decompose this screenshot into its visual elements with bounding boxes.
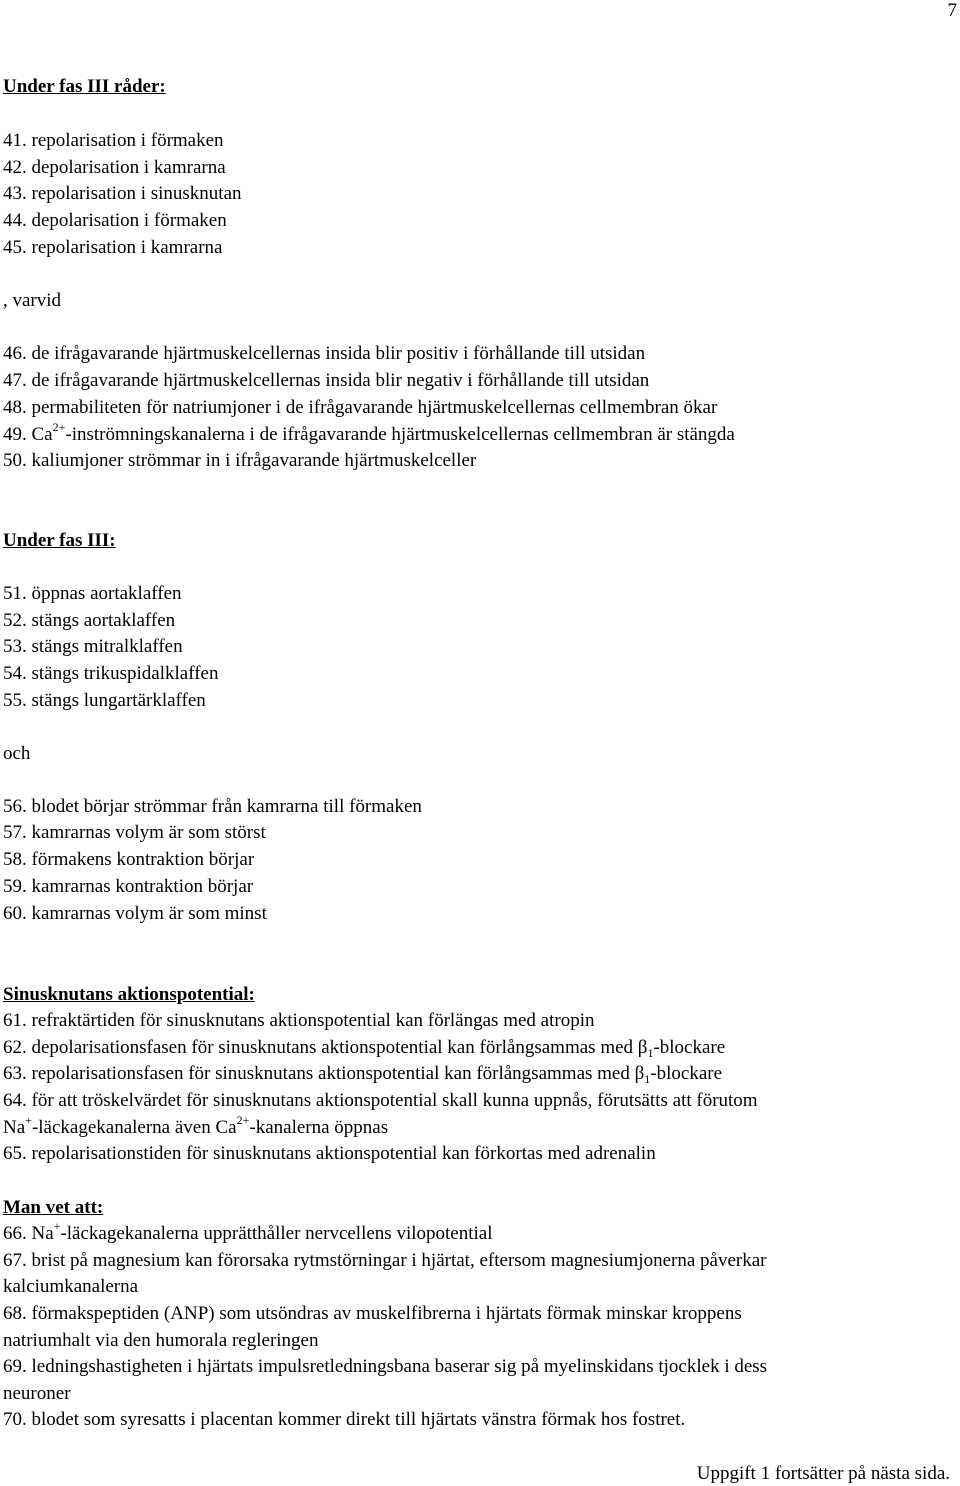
list-item: 49. $Ca^{2+}$-inströmningskanalerna i de ifrågavarande hjärtmuskelcellernas cellmembran är stängda (3, 420, 735, 445)
list-item: 47. de ifrågavarande hjärtmuskelcellernas insida blir negativ i förhållande till utsidan (3, 370, 650, 391)
list-item-continuation: kalciumkanalerna (3, 1276, 139, 1297)
connector-text: , varvid (3, 290, 62, 311)
section-heading-man-vet-att: Man vet att: (3, 1197, 104, 1218)
section-heading-sinusknutan: Sinusknutans aktionspotential: (3, 984, 255, 1005)
list-item-continuation: neuroner (3, 1383, 71, 1404)
list-item: 54. stängs trikuspidalklaffen (3, 663, 219, 684)
list-item: 41. repolarisation i förmaken (3, 130, 224, 151)
list-item: 67. brist på magnesium kan förorsaka rytmstörningar i hjärtat, eftersom magnesiumjonerna påverkar (3, 1250, 767, 1271)
list-item: 50. kaliumjoner strömmar in i ifrågavarande hjärtmuskelceller (3, 450, 477, 471)
section-heading-fas-iii-rader: Under fas III råder: (3, 76, 166, 97)
list-item: 60. kamrarnas volym är som minst (3, 903, 267, 924)
list-item: 55. stängs lungartärklaffen (3, 690, 206, 711)
list-item-continuation: natriumhalt via den humorala regleringen (3, 1330, 319, 1351)
footer-continuation-note: Uppgift 1 fortsätter på nästa sida. (696, 1463, 950, 1484)
list-item: 58. förmakens kontraktion börjar (3, 849, 255, 870)
list-item: 61. refraktärtiden för sinusknutans aktionspotential kan förlängas med atropin (3, 1010, 595, 1031)
list-item: 46. de ifrågavarande hjärtmuskelcellernas insida blir positiv i förhållande till utsidan (3, 343, 646, 364)
list-item: 43. repolarisation i sinusknutan (3, 183, 242, 204)
list-item: 51. öppnas aortaklaffen (3, 583, 182, 604)
list-item: 62. depolarisationsfasen för sinusknutans aktionspotential kan förlångsammas med $\beta_1$-blockare (3, 1037, 726, 1060)
list-item: 64. för att tröskelvärdet för sinusknutans aktionspotential skall kunna uppnås, förutsätts att förutom (3, 1090, 758, 1111)
list-item: 65. repolarisationstiden för sinusknutans aktionspotential kan förkortas med adrenalin (3, 1143, 656, 1164)
list-item: 63. repolarisationsfasen för sinusknutans aktionspotential kan förlångsammas med $\beta_1$-blockare (3, 1063, 723, 1086)
list-item: 52. stängs aortaklaffen (3, 610, 176, 631)
list-item: 48. permabiliteten för natriumjoner i de ifrågavarande hjärtmuskelcellernas cellmembran ökar (3, 397, 718, 418)
list-item: 59. kamrarnas kontraktion börjar (3, 876, 254, 897)
list-item: 42. depolarisation i kamrarna (3, 157, 226, 178)
list-item: 57. kamrarnas volym är som störst (3, 822, 266, 843)
list-item: 44. depolarisation i förmaken (3, 210, 227, 231)
list-item: 70. blodet som syresatts i placentan kommer direkt till hjärtats vänstra förmak hos fostret. (3, 1409, 686, 1430)
list-item: 56. blodet börjar strömmar från kamrarna till förmaken (3, 796, 422, 817)
connector-text: och (3, 743, 31, 764)
list-item: 69. ledningshastigheten i hjärtats impulsretledningsbana baserar sig på myelinskidans tjocklek i dess (3, 1356, 768, 1377)
list-item: 66. Na+-läckagekanalerna upprätthåller nervcellens vilopotential (3, 1219, 493, 1244)
section-heading-fas-iii: Under fas III: (3, 530, 116, 551)
list-item-continuation: Na+-läckagekanalerna även $Ca^{2+}$-kanalerna öppnas (3, 1113, 389, 1138)
list-item: 45. repolarisation i kamrarna (3, 237, 223, 258)
list-item: 53. stängs mitralklaffen (3, 636, 183, 657)
list-item: 68. förmakspeptiden (ANP) som utsöndras av muskelfibrerna i hjärtats förmak minskar kroppens (3, 1303, 742, 1324)
page-number: 7 (947, 0, 957, 21)
